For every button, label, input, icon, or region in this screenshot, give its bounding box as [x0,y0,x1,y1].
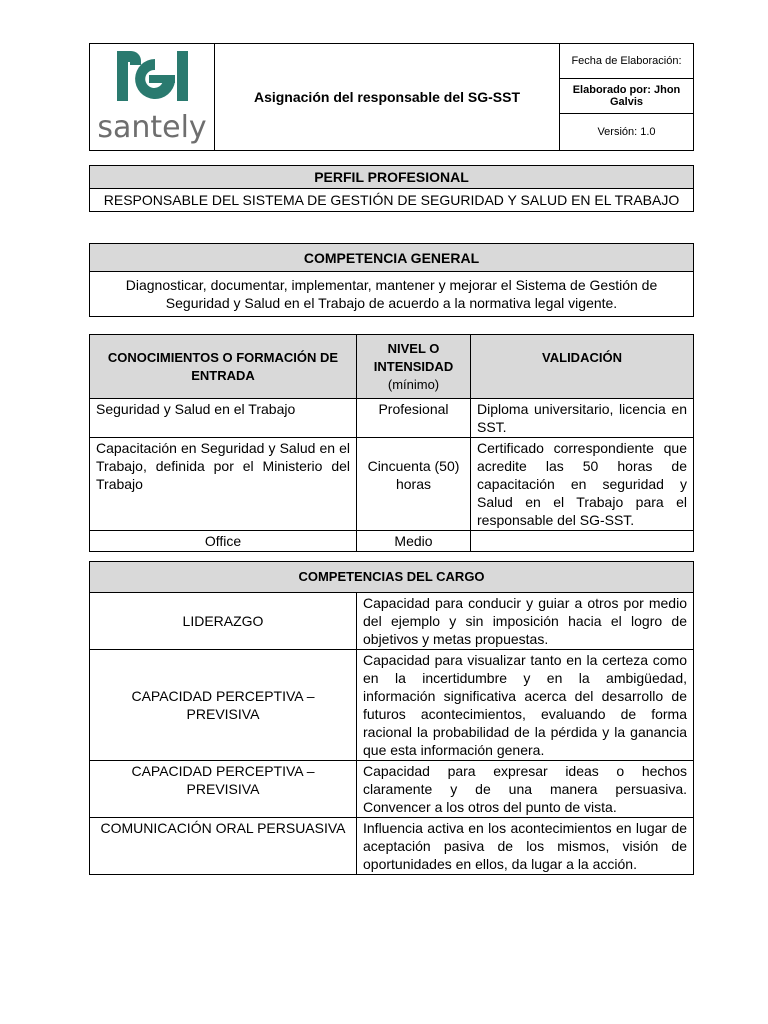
fecha-elaboracion: Fecha de Elaboración: [560,44,694,79]
cell-validacion [471,531,694,552]
cell-conocimiento: Seguridad y Salud en el Trabajo [90,399,357,438]
cell-nivel: Medio [357,531,471,552]
cell-validacion: Diploma universitario, licencia en SST. [471,399,694,438]
document-header [89,43,694,151]
perfil-heading: PERFIL PROFESIONAL [90,166,694,189]
competencia-desc: Capacidad para conducir y guiar a otros por medio del ejemplo y sin imposición hacia el logro de objetivos y metas propuestas. [357,593,694,650]
perfil-table [89,165,694,212]
cell-validacion: Certificado correspondiente que acredite las 50 horas de capacitación en seguridad y Salud en el Trabajo para el responsable del SG-SST. [471,438,694,531]
col-nivel-sub: (mínimo) [387,376,440,392]
table-row [90,818,694,875]
competencia-desc: Capacidad para visualizar tanto en la certeza como en la incertidumbre y en la ambigüedad, información significativa acerca del desarrollo de futuros acontecimientos, evaluando de forma racional la probabilidad de la pérdida y la ganancia que esta información genera. [357,650,694,761]
elaborado-por: Elaborado por: Jhon Galvis [560,79,694,114]
santely-logo [93,45,211,145]
competencia-name: COMUNICACIÓN ORAL PERSUASIVA [90,818,357,875]
document-title: Asignación del responsable del SG-SST [215,44,560,151]
general-heading: COMPETENCIA GENERAL [90,244,694,272]
cell-nivel: Cincuenta (50) horas [357,438,471,531]
logo-cell [90,44,215,151]
cell-nivel: Profesional [357,399,471,438]
table-row [90,761,694,818]
general-text: Diagnosticar, documentar, implementar, mantener y mejorar el Sistema de Gestión de Seguridad y Salud en el Trabajo de acuerdo a la normativa legal vigente. [90,272,694,317]
col-conocimientos: CONOCIMIENTOS O FORMACIÓN DE ENTRADA [90,335,357,399]
table-row [90,650,694,761]
competencia-name: LIDERAZGO [90,593,357,650]
col-nivel-label: NIVEL O INTENSIDAD [373,340,454,374]
logo-wordmark: santely [97,109,207,145]
table-row [90,438,694,531]
col-nivel [357,335,471,399]
competencia-name: CAPACIDAD PERCEPTIVA – PREVISIVA [90,761,357,818]
table-row [90,593,694,650]
table-row [90,399,694,438]
cell-conocimiento: Capacitación en Seguridad y Salud en el Trabajo, definida por el Ministerio del Trabajo [90,438,357,531]
competencias-heading: COMPETENCIAS DEL CARGO [90,562,694,593]
competencias-table [89,561,694,875]
version: Versión: 1.0 [560,114,694,151]
competencia-name: CAPACIDAD PERCEPTIVA – PREVISIVA [90,650,357,761]
conocimientos-table [89,334,694,552]
competencia-desc: Capacidad para expresar ideas o hechos claramente y de una manera persuasiva. Convencer a los otros del punto de vista. [357,761,694,818]
perfil-text: RESPONSABLE DEL SISTEMA DE GESTIÓN DE SEGURIDAD Y SALUD EN EL TRABAJO [90,189,694,212]
cell-conocimiento: Office [90,531,357,552]
table-row [90,531,694,552]
col-validacion: VALIDACIÓN [471,335,694,399]
competencia-general-table [89,243,694,317]
competencia-desc: Influencia activa en los acontecimientos en lugar de aceptación pasiva de los mismos, visión de oportunidades en ellos, da lugar a la acción. [357,818,694,875]
